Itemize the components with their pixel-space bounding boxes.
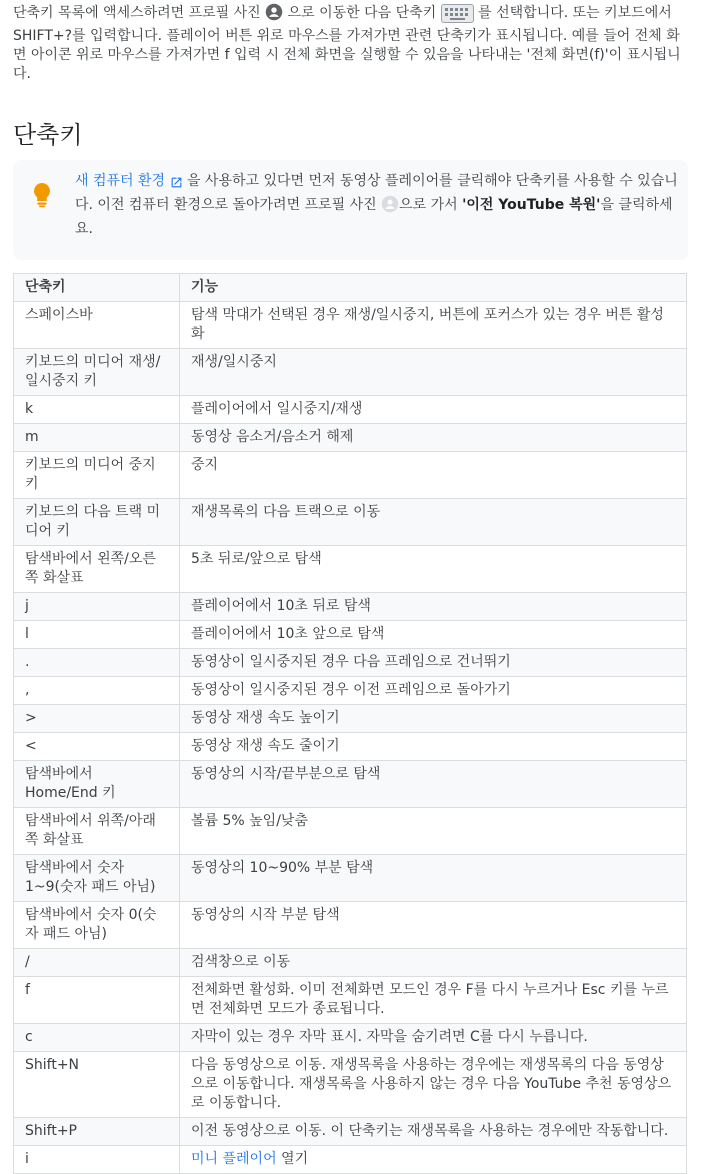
table-row [14,302,687,349]
shortcut-cell: > [14,705,180,733]
table-row [14,621,687,649]
lightbulb-icon [31,182,53,214]
shortcut-cell: c [14,1024,180,1052]
table-row [14,424,687,452]
table-header-row [14,274,687,302]
shortcuts-table [13,273,687,1174]
mini-player-link[interactable]: 미니 플레이어 [191,1151,277,1167]
table-row [14,593,687,621]
function-cell: 플레이어에서 10초 앞으로 탐색 [180,621,687,649]
profile-photo-icon [381,195,399,219]
table-row [14,808,687,855]
callout-text-2: 으로 가서 [399,197,463,213]
new-experience-link[interactable] [75,173,187,189]
shortcut-cell: Shift+N [14,1052,180,1118]
function-cell: 동영상의 10~90% 부분 탐색 [180,855,687,902]
shortcut-cell: 탐색바에서 위쪽/아래쪽 화살표 [14,808,180,855]
intro-text-2: 으로 이동한 다음 단축키 [287,5,441,21]
intro-paragraph [13,3,688,84]
function-cell: 동영상이 일시중지된 경우 이전 프레임으로 돌아가기 [180,677,687,705]
function-cell: 동영상이 일시중지된 경우 다음 프레임으로 건너뛰기 [180,649,687,677]
function-cell: 재생목록의 다음 트랙으로 이동 [180,499,687,546]
shortcut-cell: f [14,977,180,1024]
shortcut-cell: j [14,593,180,621]
shortcut-cell: 탐색바에서 Home/End 키 [14,761,180,808]
table-row [14,761,687,808]
table-row [14,649,687,677]
shortcut-cell: Shift+P [14,1118,180,1146]
intro-text-3: 를 선택합니다. 또는 키보드에서 SHIFT+?를 입력합니다. 플레이어 버튼 위로 마우스를 가져가면 관련 단축키가 표시됩니다. 예를 들어 전체 화면 아이콘 위로 마우스를 가져가면 f 입력 시 전체 화면을 실행할 수 있음을 나타내는 '전체 화면(f)'이 표시됩니다. [13,5,681,82]
shortcut-cell: 탐색바에서 왼쪽/오른쪽 화살표 [14,546,180,593]
table-row [14,452,687,499]
function-cell: 볼륨 5% 높임/낮춤 [180,808,687,855]
keyboard-icon [441,4,474,23]
function-cell: 재생/일시중지 [180,349,687,396]
table-row [14,1052,687,1118]
function-cell: 전체화면 활성화. 이미 전체화면 모드인 경우 F를 다시 누르거나 Esc 키를 누르면 전체화면 모드가 종료됩니다. [180,977,687,1024]
shortcut-cell: , [14,677,180,705]
shortcut-cell: 탐색바에서 숫자 1~9(숫자 패드 아님) [14,855,180,902]
header-function: 기능 [180,274,687,302]
table-row [14,1118,687,1146]
callout-text-1: 을 사용하고 있다면 먼저 동영상 플레이어를 클릭해야 단축키를 사용할 수 있습니다. 이전 컴퓨터 환경으로 돌아가려면 프로필 사진 [75,173,678,213]
shortcut-cell: k [14,396,180,424]
function-cell: 중지 [180,452,687,499]
function-cell: 플레이어에서 10초 뒤로 탐색 [180,593,687,621]
table-row [14,349,687,396]
function-cell: 이전 동영상으로 이동. 이 단축키는 재생목록을 사용하는 경우에만 작동합니다. [180,1118,687,1146]
shortcut-cell: 키보드의 미디어 중지 키 [14,452,180,499]
function-cell: 다음 동영상으로 이동. 재생목록을 사용하는 경우에는 재생목록의 다음 동영상으로 이동합니다. 재생목록을 사용하지 않는 경우 다음 YouTube 추천 동영상으로 이동합니다. [180,1052,687,1118]
shortcut-cell: i [14,1146,180,1174]
function-cell: 동영상 재생 속도 줄이기 [180,733,687,761]
table-row [14,855,687,902]
function-cell [180,1146,687,1174]
function-cell: 자막이 있는 경우 자막 표시. 자막을 숨기려면 C를 다시 누릅니다. [180,1024,687,1052]
table-row [14,902,687,949]
shortcut-cell: 스페이스바 [14,302,180,349]
function-cell: 동영상의 시작/끝부분으로 탐색 [180,761,687,808]
table-row [14,705,687,733]
table-row [14,977,687,1024]
table-row [14,1024,687,1052]
shortcut-cell: . [14,649,180,677]
mini-player-suffix: 열기 [276,1151,309,1167]
account-circle-icon [265,3,283,27]
shortcut-cell: < [14,733,180,761]
restore-classic-label: '이전 YouTube 복원' [462,197,601,213]
shortcut-cell: m [14,424,180,452]
table-row [14,677,687,705]
table-row [14,733,687,761]
intro-text-1: 단축키 목록에 액세스하려면 프로필 사진 [13,5,266,21]
callout-text-3: 을 클릭하세요. [75,197,673,237]
info-callout [13,160,688,260]
shortcut-cell: 탐색바에서 숫자 0(숫자 패드 아님) [14,902,180,949]
shortcut-cell: / [14,949,180,977]
shortcut-cell: l [14,621,180,649]
section-heading: 단축키 [13,121,83,149]
table-row [14,396,687,424]
table-body [14,302,687,1174]
new-experience-link-label: 새 컴퓨터 환경 [75,173,166,189]
function-cell: 5초 뒤로/앞으로 탐색 [180,546,687,593]
table-row [14,546,687,593]
external-link-icon [170,175,183,195]
header-shortcut: 단축키 [14,274,180,302]
table-row [14,499,687,546]
function-cell: 동영상 재생 속도 높이기 [180,705,687,733]
table-row [14,949,687,977]
help-article [0,3,701,1174]
function-cell: 동영상의 시작 부분 탐색 [180,902,687,949]
function-cell: 동영상 음소거/음소거 해제 [180,424,687,452]
shortcut-cell: 키보드의 다음 트랙 미디어 키 [14,499,180,546]
shortcut-cell: 키보드의 미디어 재생/일시중지 키 [14,349,180,396]
function-cell: 검색창으로 이동 [180,949,687,977]
function-cell: 탐색 막대가 선택된 경우 재생/일시중지, 버튼에 포커스가 있는 경우 버튼 활성화 [180,302,687,349]
function-cell: 플레이어에서 일시중지/재생 [180,396,687,424]
table-row [14,1146,687,1174]
